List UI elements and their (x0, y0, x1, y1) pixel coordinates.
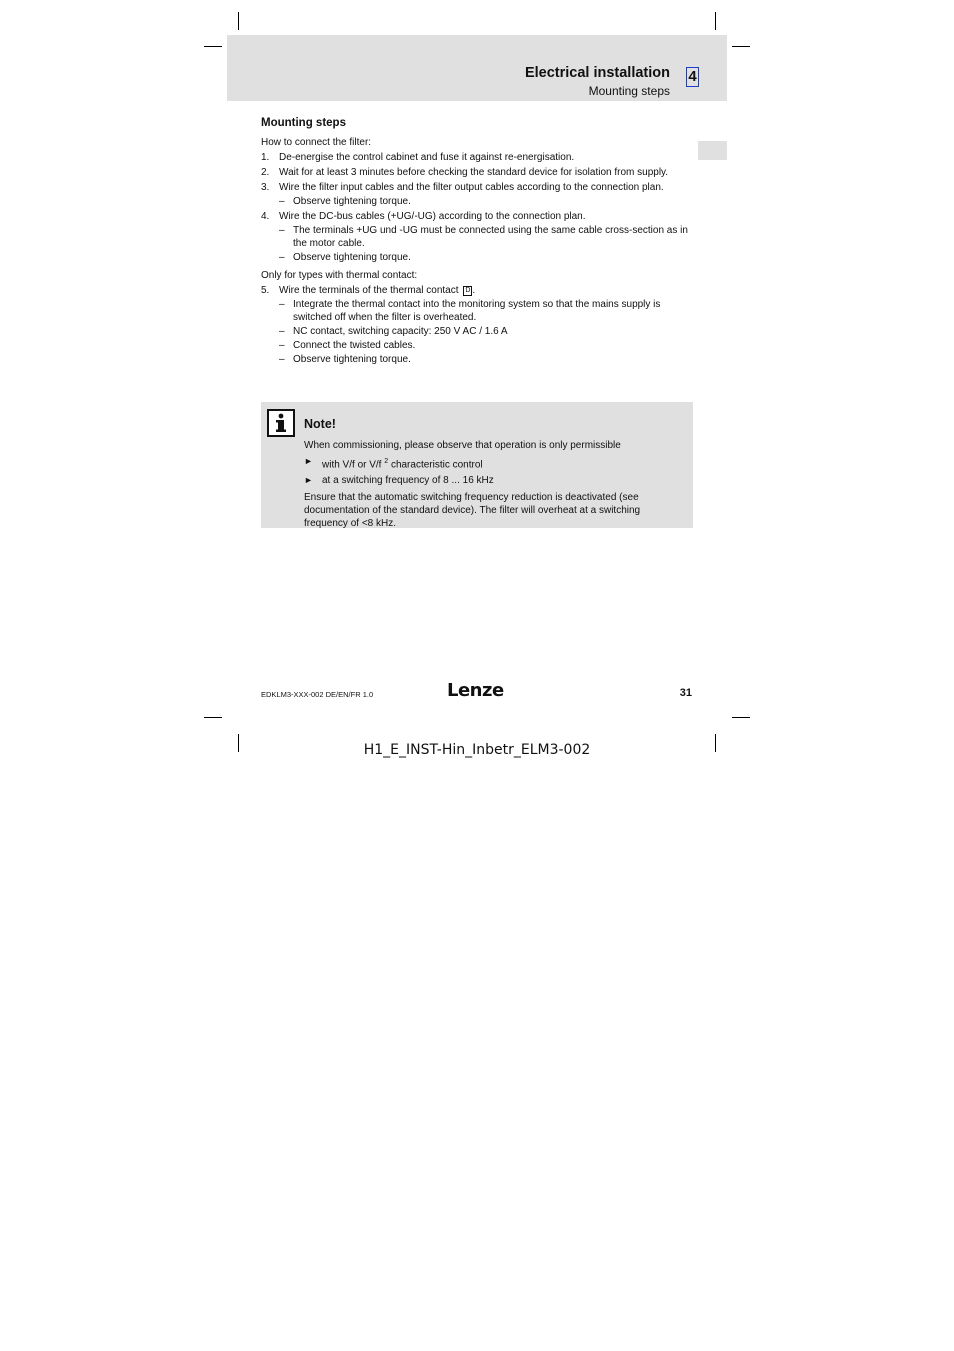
crop-mark (732, 717, 750, 718)
sub-text: The terminals +UG und -UG must be connected using the same cable cross-section as in the motor cable. (293, 225, 688, 249)
bullet-superscript: 2 (384, 458, 389, 465)
dash: – (279, 340, 285, 351)
sub-item (261, 224, 693, 250)
note-bullet (304, 474, 684, 487)
dash: – (279, 196, 285, 207)
crop-mark (715, 12, 716, 30)
step-number: 1. (261, 152, 270, 163)
page-number: 31 (679, 687, 692, 699)
intro-text: How to connect the filter: (261, 137, 372, 148)
sub-text: NC contact, switching capacity: 250 V AC / 1.6 A (293, 326, 508, 337)
info-icon (267, 409, 295, 437)
step-item (261, 181, 693, 194)
crop-mark (238, 12, 239, 30)
step-number: 3. (261, 182, 270, 193)
sub-text: Integrate the thermal contact into the monitoring system so that the mains supply is switched off when the filter is overheated. (293, 299, 661, 323)
note-box (261, 402, 693, 528)
bullet-text: characteristic control (390, 459, 483, 471)
thermal-intro: Only for types with thermal contact: (261, 270, 418, 281)
sub-item (261, 251, 693, 264)
crop-mark (204, 717, 222, 718)
document-id: H1_E_INST-Hin_Inbetr_ELM3-002 (363, 742, 591, 758)
step-item (261, 166, 693, 179)
step-number: 4. (261, 211, 270, 222)
chapter-title: Electrical installation (524, 65, 670, 81)
step-item (261, 151, 693, 164)
note-body (304, 439, 684, 530)
step-number: 5. (261, 285, 270, 296)
side-tab (698, 141, 727, 160)
sub-item (261, 353, 693, 366)
crop-mark (732, 46, 750, 47)
section-title: Mounting steps (261, 117, 346, 129)
bullet-arrow-icon: ► (304, 456, 313, 466)
sub-item (261, 298, 693, 324)
sub-text: Observe tightening torque. (293, 354, 411, 365)
note-bullet (304, 455, 684, 471)
step-text: De-energise the control cabinet and fuse it against re-energisation. (279, 152, 575, 163)
figure-reference: D (465, 287, 471, 294)
step-item (261, 284, 693, 297)
bullet-text: with V/f or V/f (322, 459, 382, 471)
bullet-arrow-icon: ► (304, 475, 313, 486)
sub-text: Connect the twisted cables. (293, 340, 416, 351)
bullet-text: at a switching frequency of 8 ... 16 kHz (322, 475, 494, 487)
note-title: Note! (304, 417, 336, 431)
main-content (261, 116, 693, 366)
dash: – (279, 299, 285, 310)
sub-item (261, 195, 693, 208)
note-closing: Ensure that the automatic switching frequency reduction is deactivated (see documentation of the standard device). The filter will overheat at a switching frequency of <8 kHz. (304, 492, 641, 530)
step-text: Wire the DC-bus cables (+UG/-UG) according to the connection plan. (279, 211, 586, 222)
step-item (261, 210, 693, 223)
chapter-number-link[interactable]: 4 (686, 67, 699, 87)
step-text: Wait for at least 3 minutes before checking the standard device for isolation from supply. (279, 167, 669, 178)
sub-item (261, 325, 693, 338)
chapter-subtitle: Mounting steps (588, 84, 670, 98)
step-number: 2. (261, 167, 270, 178)
step-text: Wire the filter input cables and the filter output cables according to the connection plan. (279, 182, 664, 193)
lenze-logo: Lenze (447, 680, 504, 701)
sub-text: Observe tightening torque. (293, 196, 411, 207)
sub-text: Observe tightening torque. (293, 252, 411, 263)
dash: – (279, 225, 285, 236)
note-intro: When commissioning, please observe that operation is only permissible (304, 440, 621, 451)
dash: – (279, 326, 285, 337)
step-text-end: . (472, 285, 476, 296)
sub-item (261, 339, 693, 352)
step-text: Wire the terminals of the thermal contact (279, 285, 459, 296)
crop-mark (204, 46, 222, 47)
dash: – (279, 354, 285, 365)
footer-doc-code: EDKLM3-XXX-002 DE/EN/FR 1.0 (261, 690, 374, 699)
dash: – (279, 252, 285, 263)
